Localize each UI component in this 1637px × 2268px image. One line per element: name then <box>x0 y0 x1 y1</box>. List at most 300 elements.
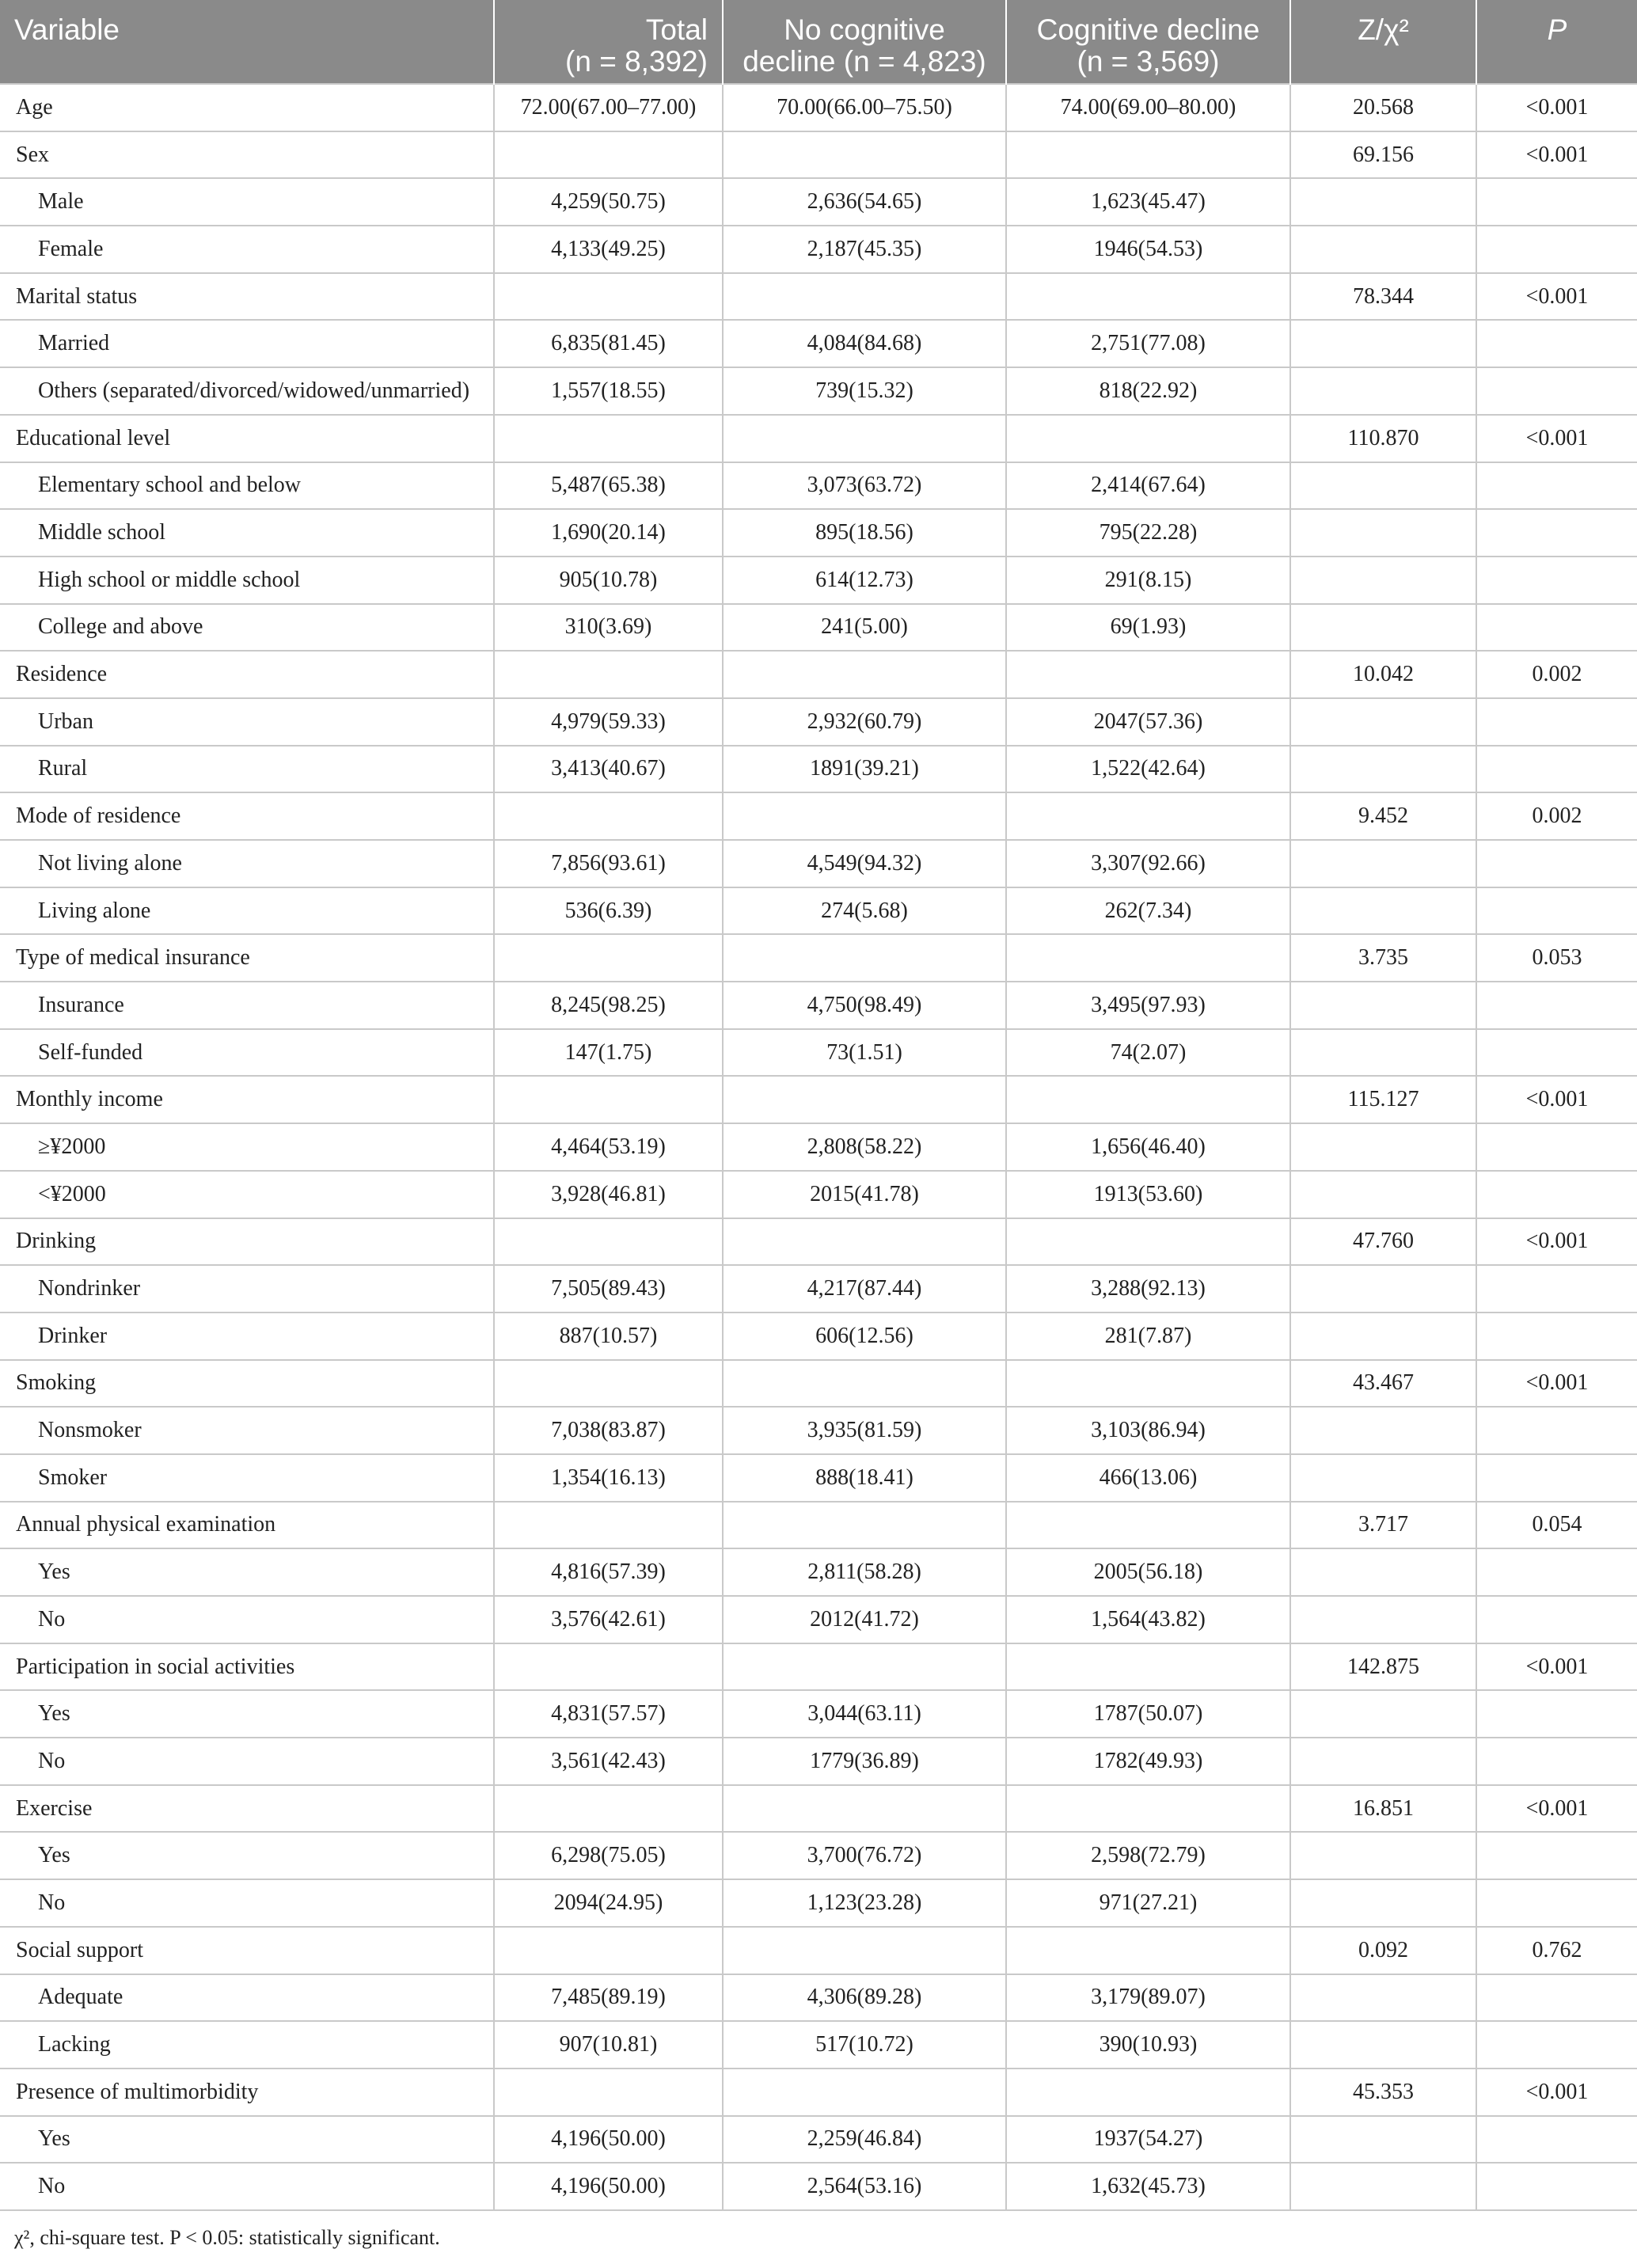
table-footnote: χ², chi-square test. P < 0.05: statistically significant. <box>14 2226 440 2249</box>
cell-stat: 110.870 <box>1290 415 1476 462</box>
table-row-subcategory <box>0 1832 1637 1879</box>
table-row-variable <box>0 1218 1637 1266</box>
cell-stat <box>1290 557 1476 604</box>
cell-no-decline: 2,259(46.84) <box>723 2116 1006 2164</box>
cell-total: 3,928(46.81) <box>494 1171 723 1218</box>
cell-decline <box>1006 651 1290 698</box>
table-row-variable <box>0 2069 1637 2116</box>
cell-decline: 3,307(92.66) <box>1006 840 1290 887</box>
cell-stat <box>1290 2021 1476 2069</box>
cell-p <box>1476 1738 1637 1785</box>
cell-decline: 1,522(42.64) <box>1006 746 1290 793</box>
cell-stat <box>1290 746 1476 793</box>
cell-no-decline: 241(5.00) <box>723 604 1006 652</box>
table-row-variable <box>0 131 1637 179</box>
header-total-n: (n = 8,392) <box>565 45 708 78</box>
cell-stat: 45.353 <box>1290 2069 1476 2116</box>
cell-stat <box>1290 840 1476 887</box>
cell-decline: 1946(54.53) <box>1006 226 1290 273</box>
cell-variable: College and above <box>0 604 494 652</box>
cell-total <box>494 131 723 179</box>
cell-p: <0.001 <box>1476 84 1637 131</box>
header-decline-label: Cognitive decline <box>1036 13 1260 46</box>
header-no-decline-n: decline (n = 4,823) <box>743 45 986 78</box>
cell-decline <box>1006 1502 1290 1549</box>
table-row-variable <box>0 934 1637 982</box>
cell-no-decline <box>723 651 1006 698</box>
cell-total: 310(3.69) <box>494 604 723 652</box>
cell-p <box>1476 840 1637 887</box>
cell-no-decline: 739(15.32) <box>723 367 1006 415</box>
cell-variable: Married <box>0 320 494 367</box>
header-variable <box>0 0 494 84</box>
cell-p <box>1476 2116 1637 2164</box>
header-total <box>494 0 723 84</box>
table-row-variable <box>0 84 1637 131</box>
cell-no-decline <box>723 273 1006 321</box>
cell-decline: 1,656(46.40) <box>1006 1123 1290 1171</box>
cell-no-decline <box>723 1927 1006 1974</box>
cell-decline <box>1006 2069 1290 2116</box>
cell-stat: 3.717 <box>1290 1502 1476 1549</box>
cell-no-decline: 606(12.56) <box>723 1313 1006 1360</box>
cell-decline: 1,623(45.47) <box>1006 178 1290 226</box>
cell-p: 0.053 <box>1476 934 1637 982</box>
cell-no-decline: 3,935(81.59) <box>723 1407 1006 1454</box>
table-row-variable <box>0 1360 1637 1408</box>
cell-decline: 281(7.87) <box>1006 1313 1290 1360</box>
cell-decline: 818(22.92) <box>1006 367 1290 415</box>
cell-no-decline: 2015(41.78) <box>723 1171 1006 1218</box>
cell-no-decline <box>723 131 1006 179</box>
cell-total: 4,816(57.39) <box>494 1548 723 1596</box>
cell-total: 7,038(83.87) <box>494 1407 723 1454</box>
cell-decline: 2047(57.36) <box>1006 698 1290 746</box>
cell-decline <box>1006 131 1290 179</box>
cell-no-decline <box>723 2069 1006 2116</box>
cell-total: 4,196(50.00) <box>494 2163 723 2210</box>
cell-variable: Not living alone <box>0 840 494 887</box>
cell-stat: 43.467 <box>1290 1360 1476 1408</box>
cell-no-decline <box>723 1785 1006 1833</box>
cell-total: 7,856(93.61) <box>494 840 723 887</box>
cell-no-decline: 2,932(60.79) <box>723 698 1006 746</box>
cell-decline: 262(7.34) <box>1006 887 1290 935</box>
table-row-subcategory <box>0 1738 1637 1785</box>
cell-decline: 74(2.07) <box>1006 1029 1290 1077</box>
cell-decline: 2,598(72.79) <box>1006 1832 1290 1879</box>
cell-p <box>1476 1313 1637 1360</box>
cell-variable: Self-funded <box>0 1029 494 1077</box>
cell-decline: 2005(56.18) <box>1006 1548 1290 1596</box>
cell-stat: 115.127 <box>1290 1076 1476 1123</box>
cell-stat <box>1290 1832 1476 1879</box>
cell-p: 0.762 <box>1476 1927 1637 1974</box>
cell-total <box>494 1502 723 1549</box>
cell-no-decline: 3,700(76.72) <box>723 1832 1006 1879</box>
cell-variable: No <box>0 1596 494 1643</box>
header-decline-n: (n = 3,569) <box>1077 45 1220 78</box>
cell-total: 4,979(59.33) <box>494 698 723 746</box>
cell-no-decline <box>723 1502 1006 1549</box>
cell-p <box>1476 462 1637 510</box>
table-row-subcategory <box>0 1596 1637 1643</box>
cell-total: 8,245(98.25) <box>494 982 723 1029</box>
cell-decline: 1782(49.93) <box>1006 1738 1290 1785</box>
cell-decline: 1913(53.60) <box>1006 1171 1290 1218</box>
cell-total <box>494 273 723 321</box>
cell-variable: High school or middle school <box>0 557 494 604</box>
cell-variable: Yes <box>0 1548 494 1596</box>
cell-p <box>1476 2163 1637 2210</box>
cell-no-decline <box>723 1076 1006 1123</box>
cell-variable: Type of medical insurance <box>0 934 494 982</box>
cell-variable: Drinking <box>0 1218 494 1266</box>
table-row-variable <box>0 1785 1637 1833</box>
table-row-subcategory <box>0 509 1637 557</box>
cell-stat <box>1290 1407 1476 1454</box>
cell-stat <box>1290 1738 1476 1785</box>
cell-p: <0.001 <box>1476 1785 1637 1833</box>
cell-total: 4,196(50.00) <box>494 2116 723 2164</box>
cell-stat <box>1290 1123 1476 1171</box>
table-row-subcategory <box>0 887 1637 935</box>
table-row-subcategory <box>0 1454 1637 1502</box>
cell-variable: Drinker <box>0 1313 494 1360</box>
header-stat <box>1290 0 1476 84</box>
cell-no-decline: 895(18.56) <box>723 509 1006 557</box>
table-row-subcategory <box>0 1407 1637 1454</box>
cell-p: <0.001 <box>1476 1643 1637 1691</box>
cell-p <box>1476 367 1637 415</box>
cell-p: <0.001 <box>1476 1360 1637 1408</box>
cell-variable: Residence <box>0 651 494 698</box>
cell-total: 72.00(67.00–77.00) <box>494 84 723 131</box>
cell-total: 1,354(16.13) <box>494 1454 723 1502</box>
cell-total <box>494 1927 723 1974</box>
cell-stat: 3.735 <box>1290 934 1476 982</box>
cell-stat: 16.851 <box>1290 1785 1476 1833</box>
header-decline <box>1006 0 1290 84</box>
cell-p <box>1476 1832 1637 1879</box>
cell-variable: Rural <box>0 746 494 793</box>
cell-variable: Educational level <box>0 415 494 462</box>
cell-no-decline <box>723 934 1006 982</box>
cell-variable: ≥¥2000 <box>0 1123 494 1171</box>
cell-no-decline <box>723 1643 1006 1691</box>
cell-decline: 795(22.28) <box>1006 509 1290 557</box>
table-row-subcategory <box>0 1690 1637 1738</box>
table-row-variable <box>0 792 1637 840</box>
table-row-subcategory <box>0 557 1637 604</box>
cell-decline: 3,495(97.93) <box>1006 982 1290 1029</box>
cell-no-decline: 3,044(63.11) <box>723 1690 1006 1738</box>
header-no-decline-label: No cognitive <box>784 13 945 46</box>
cell-stat <box>1290 698 1476 746</box>
cell-no-decline: 2,564(53.16) <box>723 2163 1006 2210</box>
cell-total <box>494 1643 723 1691</box>
cell-p: <0.001 <box>1476 415 1637 462</box>
cell-total: 1,690(20.14) <box>494 509 723 557</box>
cell-no-decline: 3,073(63.72) <box>723 462 1006 510</box>
table-row-subcategory <box>0 840 1637 887</box>
cell-variable: Nondrinker <box>0 1265 494 1313</box>
table-row-subcategory <box>0 1171 1637 1218</box>
table-row-variable <box>0 273 1637 321</box>
cell-stat <box>1290 226 1476 273</box>
cell-no-decline: 70.00(66.00–75.50) <box>723 84 1006 131</box>
cell-total: 4,831(57.57) <box>494 1690 723 1738</box>
cell-p: 0.054 <box>1476 1502 1637 1549</box>
cell-no-decline <box>723 1360 1006 1408</box>
cell-variable: Female <box>0 226 494 273</box>
cell-variable: Urban <box>0 698 494 746</box>
cell-decline: 1,564(43.82) <box>1006 1596 1290 1643</box>
cell-stat <box>1290 2116 1476 2164</box>
cell-variable: Nonsmoker <box>0 1407 494 1454</box>
cell-p <box>1476 509 1637 557</box>
cell-variable: Others (separated/divorced/widowed/unmarried) <box>0 367 494 415</box>
table-row-subcategory <box>0 1313 1637 1360</box>
table-row-subcategory <box>0 982 1637 1029</box>
cell-p <box>1476 604 1637 652</box>
table-row-subcategory <box>0 604 1637 652</box>
cell-stat <box>1290 1265 1476 1313</box>
table-row-subcategory <box>0 2116 1637 2164</box>
cell-decline <box>1006 792 1290 840</box>
table-row-subcategory <box>0 462 1637 510</box>
cell-no-decline: 1891(39.21) <box>723 746 1006 793</box>
cell-no-decline: 73(1.51) <box>723 1029 1006 1077</box>
cell-stat <box>1290 982 1476 1029</box>
cell-decline <box>1006 1927 1290 1974</box>
cell-stat: 142.875 <box>1290 1643 1476 1691</box>
cell-p <box>1476 226 1637 273</box>
cell-p <box>1476 1265 1637 1313</box>
cell-total <box>494 1360 723 1408</box>
cell-variable: Living alone <box>0 887 494 935</box>
cell-variable: Participation in social activities <box>0 1643 494 1691</box>
cell-decline: 2,751(77.08) <box>1006 320 1290 367</box>
cell-variable: Yes <box>0 1832 494 1879</box>
cell-no-decline: 1,123(23.28) <box>723 1879 1006 1927</box>
table-header-row <box>0 0 1637 84</box>
cell-variable: Yes <box>0 2116 494 2164</box>
cell-no-decline: 4,750(98.49) <box>723 982 1006 1029</box>
cell-stat <box>1290 1548 1476 1596</box>
cell-total <box>494 1218 723 1266</box>
cell-total: 7,485(89.19) <box>494 1974 723 2022</box>
cell-decline: 390(10.93) <box>1006 2021 1290 2069</box>
cell-p <box>1476 1029 1637 1077</box>
cell-stat <box>1290 1029 1476 1077</box>
cell-p: <0.001 <box>1476 273 1637 321</box>
cell-p <box>1476 178 1637 226</box>
cell-variable: Lacking <box>0 2021 494 2069</box>
cell-variable: Elementary school and below <box>0 462 494 510</box>
table-row-variable <box>0 1927 1637 1974</box>
cell-stat <box>1290 367 1476 415</box>
header-total-label: Total <box>645 13 708 46</box>
header-no-decline <box>723 0 1006 84</box>
cell-decline: 1937(54.27) <box>1006 2116 1290 2164</box>
cell-p <box>1476 746 1637 793</box>
cell-variable: Male <box>0 178 494 226</box>
table-row-subcategory <box>0 1265 1637 1313</box>
cell-stat <box>1290 178 1476 226</box>
table-row-subcategory <box>0 1974 1637 2022</box>
cell-variable: Middle school <box>0 509 494 557</box>
cell-p <box>1476 887 1637 935</box>
cell-decline: 466(13.06) <box>1006 1454 1290 1502</box>
cell-decline: 1787(50.07) <box>1006 1690 1290 1738</box>
cell-variable: No <box>0 1879 494 1927</box>
cell-total: 4,133(49.25) <box>494 226 723 273</box>
table-row-variable <box>0 1502 1637 1549</box>
cell-stat <box>1290 1690 1476 1738</box>
cell-stat: 20.568 <box>1290 84 1476 131</box>
cell-variable: Yes <box>0 1690 494 1738</box>
cell-decline: 2,414(67.64) <box>1006 462 1290 510</box>
cell-decline <box>1006 1218 1290 1266</box>
cell-p <box>1476 1690 1637 1738</box>
cell-p <box>1476 982 1637 1029</box>
table-body <box>0 84 1637 2210</box>
cell-stat <box>1290 1879 1476 1927</box>
cell-variable: Mode of residence <box>0 792 494 840</box>
cell-variable: <¥2000 <box>0 1171 494 1218</box>
cell-total: 536(6.39) <box>494 887 723 935</box>
cell-total: 887(10.57) <box>494 1313 723 1360</box>
cell-total: 3,561(42.43) <box>494 1738 723 1785</box>
table-row-subcategory <box>0 178 1637 226</box>
cell-variable: Sex <box>0 131 494 179</box>
cell-stat: 78.344 <box>1290 273 1476 321</box>
table-row-variable <box>0 1076 1637 1123</box>
cell-stat <box>1290 1171 1476 1218</box>
cell-p: <0.001 <box>1476 1076 1637 1123</box>
table-row-variable <box>0 1643 1637 1691</box>
table-row-subcategory <box>0 1029 1637 1077</box>
cell-total: 147(1.75) <box>494 1029 723 1077</box>
cell-no-decline <box>723 1218 1006 1266</box>
cell-decline: 3,288(92.13) <box>1006 1265 1290 1313</box>
table-row-variable <box>0 651 1637 698</box>
cell-no-decline: 2,636(54.65) <box>723 178 1006 226</box>
cell-p <box>1476 2021 1637 2069</box>
cell-p <box>1476 557 1637 604</box>
cell-variable: Age <box>0 84 494 131</box>
cell-p <box>1476 698 1637 746</box>
cell-stat <box>1290 887 1476 935</box>
cell-p: 0.002 <box>1476 792 1637 840</box>
cell-decline <box>1006 415 1290 462</box>
header-variable-text: Variable <box>14 13 120 46</box>
table-row-subcategory <box>0 1879 1637 1927</box>
cell-variable: No <box>0 2163 494 2210</box>
cell-no-decline: 274(5.68) <box>723 887 1006 935</box>
cell-p: <0.001 <box>1476 1218 1637 1266</box>
cell-total <box>494 792 723 840</box>
cell-stat <box>1290 320 1476 367</box>
cell-no-decline: 2012(41.72) <box>723 1596 1006 1643</box>
cell-total: 4,464(53.19) <box>494 1123 723 1171</box>
cell-decline <box>1006 1076 1290 1123</box>
cell-no-decline: 2,187(45.35) <box>723 226 1006 273</box>
cell-no-decline: 4,306(89.28) <box>723 1974 1006 2022</box>
cell-stat: 0.092 <box>1290 1927 1476 1974</box>
cell-stat <box>1290 604 1476 652</box>
cell-total: 4,259(50.75) <box>494 178 723 226</box>
table-row-subcategory <box>0 320 1637 367</box>
cell-total <box>494 1785 723 1833</box>
cell-stat: 69.156 <box>1290 131 1476 179</box>
cell-total: 2094(24.95) <box>494 1879 723 1927</box>
table-row-subcategory <box>0 746 1637 793</box>
cell-p <box>1476 1548 1637 1596</box>
cell-p <box>1476 1974 1637 2022</box>
table-row-subcategory <box>0 698 1637 746</box>
cell-total: 6,298(75.05) <box>494 1832 723 1879</box>
cell-stat <box>1290 1454 1476 1502</box>
cell-p <box>1476 1596 1637 1643</box>
cell-decline: 291(8.15) <box>1006 557 1290 604</box>
header-p-text: P <box>1547 13 1567 46</box>
cell-total: 7,505(89.43) <box>494 1265 723 1313</box>
cell-no-decline <box>723 415 1006 462</box>
header-p <box>1476 0 1637 84</box>
cell-total: 3,413(40.67) <box>494 746 723 793</box>
cell-stat: 47.760 <box>1290 1218 1476 1266</box>
cell-no-decline: 888(18.41) <box>723 1454 1006 1502</box>
cell-variable: Social support <box>0 1927 494 1974</box>
cell-decline: 69(1.93) <box>1006 604 1290 652</box>
cell-stat <box>1290 1313 1476 1360</box>
cell-p <box>1476 1171 1637 1218</box>
table-row-subcategory <box>0 2163 1637 2210</box>
cell-p: <0.001 <box>1476 2069 1637 2116</box>
cell-stat <box>1290 462 1476 510</box>
table-row-variable <box>0 415 1637 462</box>
cell-decline: 1,632(45.73) <box>1006 2163 1290 2210</box>
cell-total <box>494 2069 723 2116</box>
cell-no-decline: 1779(36.89) <box>723 1738 1006 1785</box>
cell-stat <box>1290 1596 1476 1643</box>
cell-decline <box>1006 273 1290 321</box>
cell-decline: 74.00(69.00–80.00) <box>1006 84 1290 131</box>
cell-no-decline: 4,549(94.32) <box>723 840 1006 887</box>
cell-no-decline: 517(10.72) <box>723 2021 1006 2069</box>
cell-p <box>1476 1454 1637 1502</box>
cell-total: 6,835(81.45) <box>494 320 723 367</box>
header-stat-text: Z/χ² <box>1358 13 1409 46</box>
cell-no-decline: 2,811(58.28) <box>723 1548 1006 1596</box>
cell-p: 0.002 <box>1476 651 1637 698</box>
cell-variable: Annual physical examination <box>0 1502 494 1549</box>
cell-decline: 971(27.21) <box>1006 1879 1290 1927</box>
cell-stat <box>1290 2163 1476 2210</box>
cell-variable: Marital status <box>0 273 494 321</box>
table-row-subcategory <box>0 226 1637 273</box>
cell-p <box>1476 1879 1637 1927</box>
cell-variable: Presence of multimorbidity <box>0 2069 494 2116</box>
cell-variable: Insurance <box>0 982 494 1029</box>
table-row-subcategory <box>0 1123 1637 1171</box>
cell-stat <box>1290 1974 1476 2022</box>
cell-total: 907(10.81) <box>494 2021 723 2069</box>
cell-stat <box>1290 509 1476 557</box>
cell-decline: 3,103(86.94) <box>1006 1407 1290 1454</box>
